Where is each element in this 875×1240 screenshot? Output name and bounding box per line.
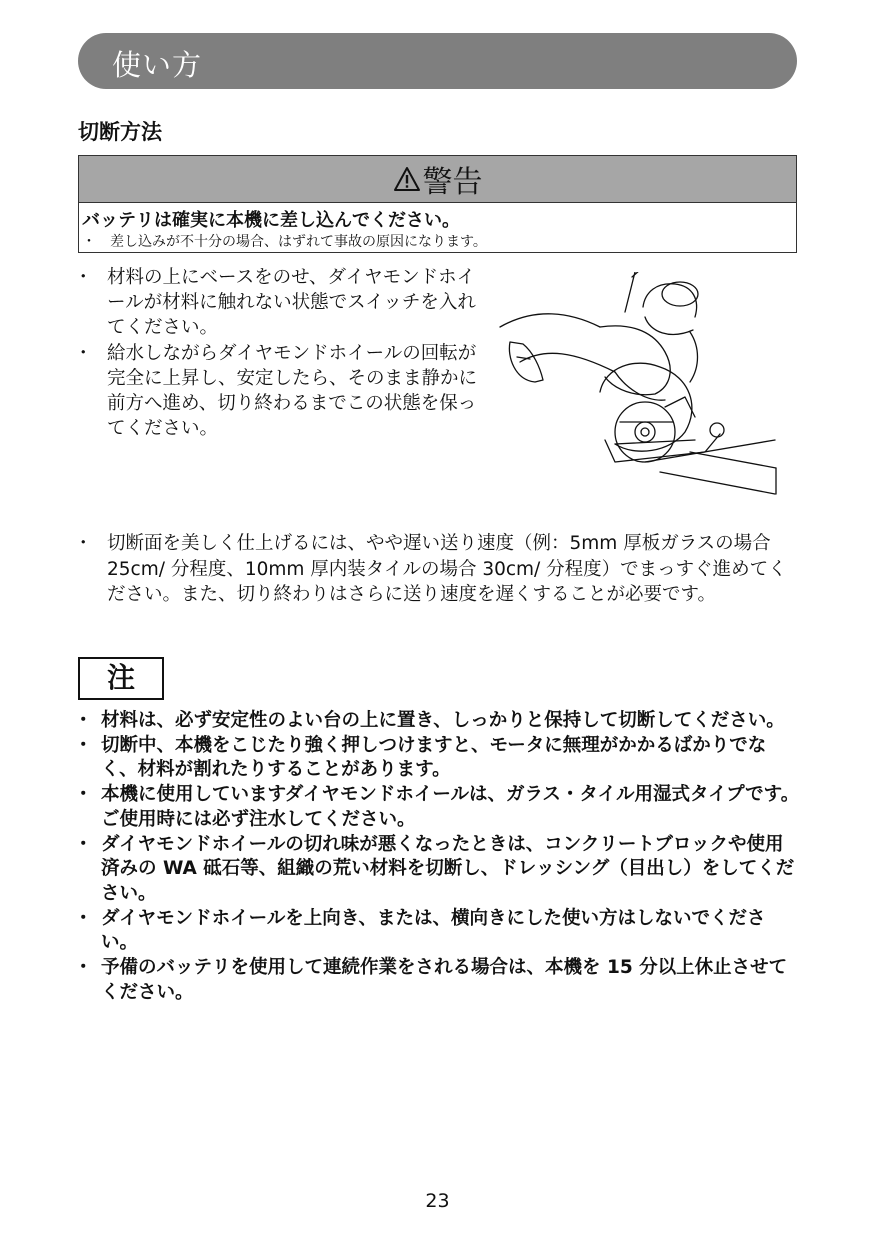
note-list bbox=[78, 709, 800, 1005]
warning-heading: 警告 bbox=[422, 165, 483, 200]
page-title: 使い方 bbox=[112, 48, 203, 82]
instruction-list bbox=[78, 265, 478, 441]
list-item: ・ 予備のバッテリを使用して連続作業をされる場合は、本機を 15 分以上休止させてください。 bbox=[78, 956, 800, 1005]
warning-sub-text: ・ 差し込みが不十分の場合、はずれて事故の原因になります。 bbox=[82, 234, 487, 250]
cutting-illustration bbox=[495, 272, 780, 497]
list-item: ・ ダイヤモンドホイールの切れ味が悪くなったときは、コンクリートブロックや使用済みの WA 砥石等、組織の荒い材料を切断し、ドレッシング（目出し）をしてください。 bbox=[78, 833, 800, 907]
list-item: ・ 給水しながらダイヤモンドホイールの回転が完全に上昇し、安定したら、そのまま静かに前方へ進め、切り終わるまでこの状態を保ってください。 bbox=[78, 341, 478, 442]
list-item: ・ 材料の上にベースをのせ、ダイヤモンドホイールが材料に触れない状態でスイッチを入れてください。 bbox=[78, 265, 478, 341]
warning-box bbox=[78, 155, 797, 253]
list-item: ・ 切断面を美しく仕上げるには、やや遅い送り速度（例：5mm 厚板ガラスの場合 25cm/ 分程度、10mm 厚内装タイルの場合 30cm/ 分程度）でまっすぐ進めてください。また、切り終わりはさらに送り速度を遅くすることが必要です。 bbox=[78, 531, 800, 608]
list-item: ・ ダイヤモンドホイールを上向き、または、横向きにした使い方はしないでください。 bbox=[78, 907, 800, 956]
section-title: 切断方法 bbox=[78, 120, 162, 144]
list-item: ・ 材料は、必ず安定性のよい台の上に置き、しっかりと保持して切断してください。 bbox=[78, 709, 800, 734]
warning-main-text: バッテリは確実に本機に差し込んでください。 bbox=[82, 210, 460, 231]
warning-triangle-icon bbox=[393, 166, 421, 192]
page-number: 23 bbox=[425, 1190, 450, 1212]
warning-header bbox=[79, 156, 796, 203]
list-item: ・ 切断中、本機をこじたり強く押しつけますと、モータに無理がかかるばかりでなく、材料が割れたりすることがあります。 bbox=[78, 734, 800, 783]
note-label: 注 bbox=[78, 657, 164, 700]
tip-list bbox=[78, 531, 800, 608]
list-item: ・ 本機に使用していますダイヤモンドホイールは、ガラス・タイル用湿式タイプです。ご使用時には必ず注水してください。 bbox=[78, 783, 800, 832]
header-banner bbox=[78, 33, 797, 89]
